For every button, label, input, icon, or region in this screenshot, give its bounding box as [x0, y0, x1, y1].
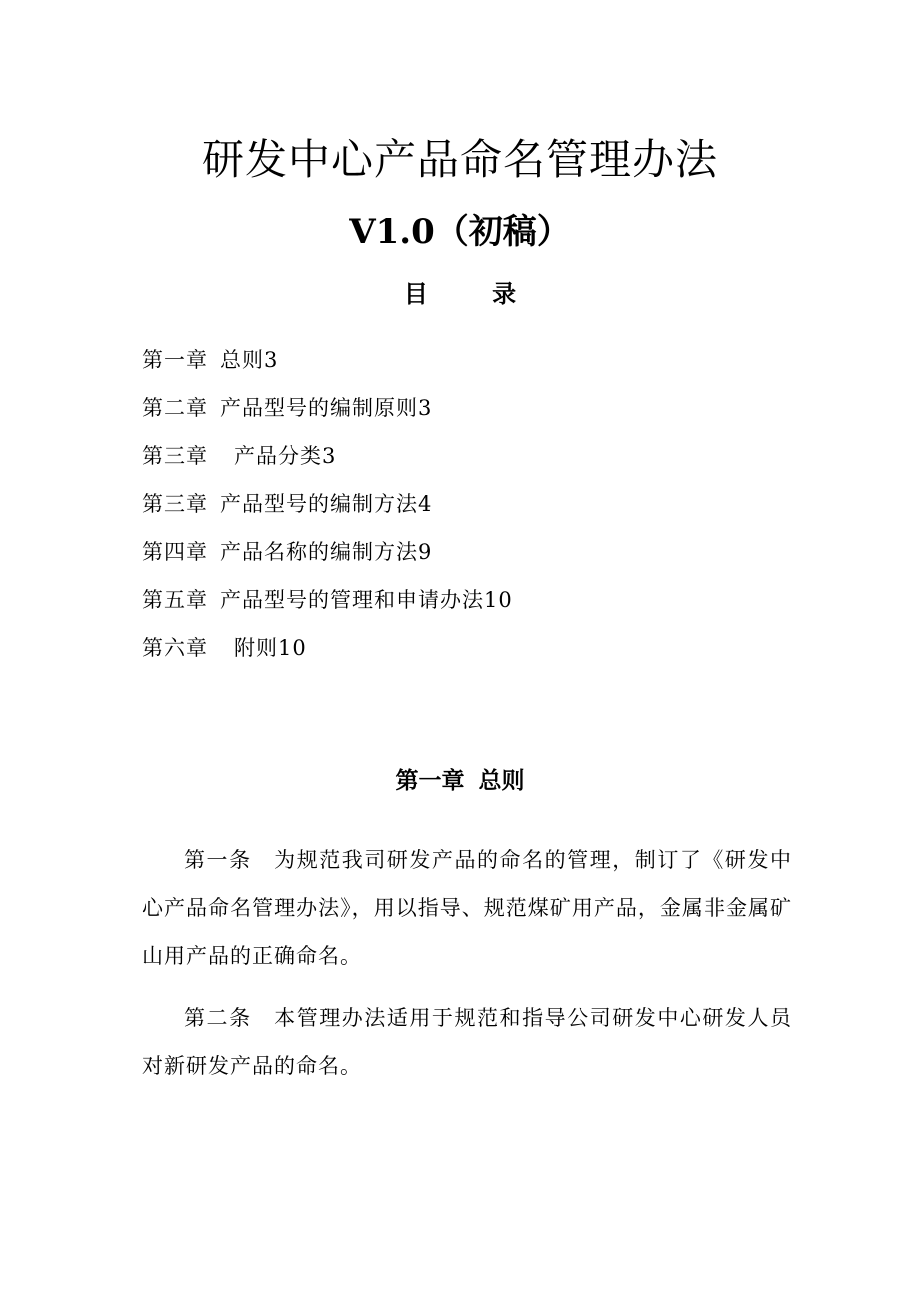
toc-chapter-number: 第三章 [142, 492, 208, 516]
chapter-heading [0, 764, 920, 798]
toc-page-number: 3 [418, 396, 433, 420]
toc-chapter-number: 第三章 [142, 444, 208, 468]
article-text: 为规范我司研发产品的命名的管理，制订了《研发中心产品命名管理办法》，用以指导、规范煤矿用产品，金属非金属矿山用产品的正确命名。 [142, 848, 793, 968]
chapter-number: 第一章 [395, 767, 465, 794]
toc-chapter-number: 第六章 [142, 636, 208, 660]
table-of-contents [142, 336, 513, 672]
article-label: 第一条 [184, 848, 252, 872]
toc-heading: 目 录 [403, 279, 545, 308]
toc-entry-2[interactable] [142, 384, 513, 432]
article-2 [142, 994, 792, 1090]
toc-chapter-title: 产品型号的编制方法 [220, 492, 418, 516]
article-text: 本管理办法适用于规范和指导公司研发中心研发人员对新研发产品的命名。 [142, 1006, 793, 1078]
toc-chapter-title: 总则 [220, 348, 264, 372]
article-1 [142, 836, 792, 980]
toc-entry-7[interactable] [142, 624, 513, 672]
toc-chapter-number: 第五章 [142, 588, 208, 612]
toc-page-number: 9 [418, 540, 433, 564]
toc-page-number: 3 [322, 444, 337, 468]
chapter-title: 总则 [478, 767, 525, 794]
toc-page-number: 10 [278, 636, 307, 660]
toc-chapter-number: 第一章 [142, 348, 208, 372]
toc-entry-4[interactable] [142, 480, 513, 528]
document-version: V1.0（初稿） [349, 212, 571, 252]
toc-chapter-title: 产品名称的编制方法 [220, 540, 418, 564]
toc-chapter-number: 第四章 [142, 540, 208, 564]
toc-entry-5[interactable] [142, 528, 513, 576]
toc-chapter-title: 产品型号的编制原则 [220, 396, 418, 420]
toc-page-number: 3 [264, 348, 279, 372]
document-title: 研发中心产品命名管理办法 [201, 135, 718, 184]
toc-chapter-number: 第二章 [142, 396, 208, 420]
toc-entry-1[interactable] [142, 336, 513, 384]
toc-entry-6[interactable] [142, 576, 513, 624]
toc-page-number: 4 [418, 492, 433, 516]
toc-chapter-title: 产品型号的管理和申请办法 [220, 588, 484, 612]
toc-chapter-title: 附则 [234, 636, 278, 660]
toc-chapter-title: 产品分类 [234, 444, 322, 468]
toc-entry-3[interactable] [142, 432, 513, 480]
toc-page-number: 10 [484, 588, 513, 612]
article-label: 第二条 [184, 1006, 252, 1030]
